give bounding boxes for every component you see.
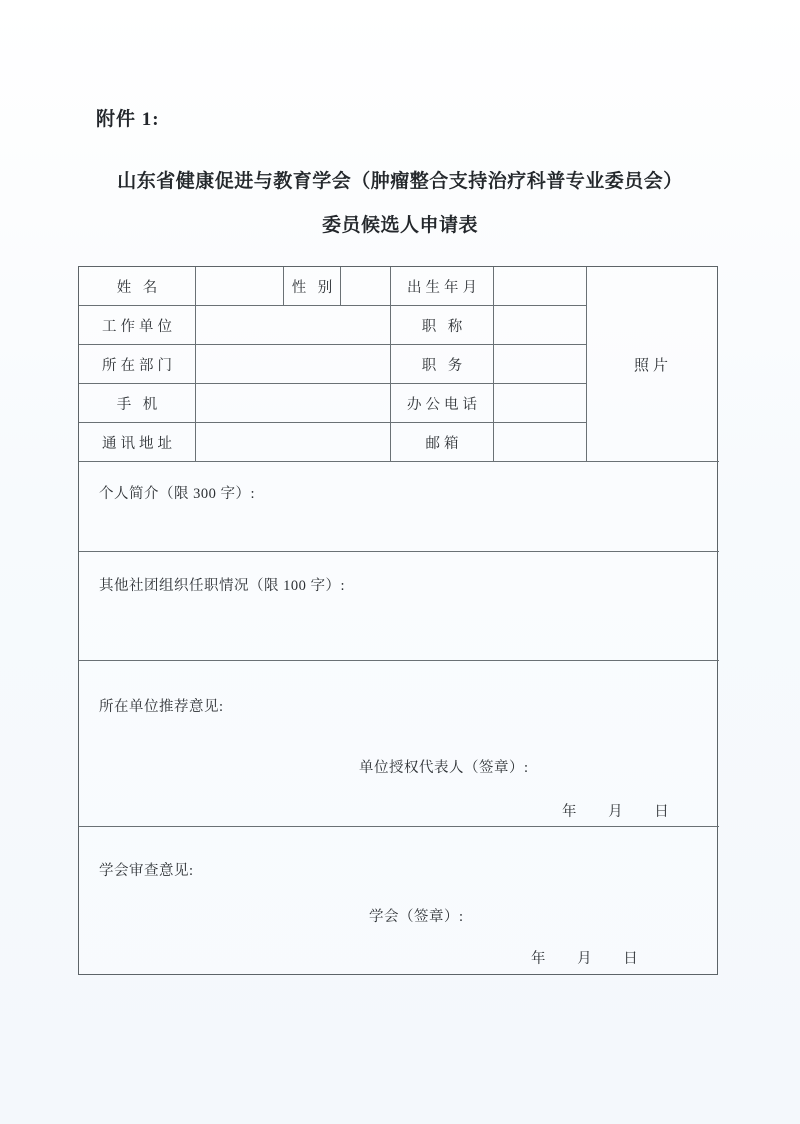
- other-roles-title: 其他社团组织任职情况（限 100 字）:: [99, 578, 346, 594]
- field-value-name[interactable]: [196, 267, 284, 306]
- field-value-email[interactable]: [494, 423, 587, 462]
- photo-cell[interactable]: 照片: [587, 267, 719, 462]
- field-value-address[interactable]: [196, 423, 391, 462]
- field-label-department: 所在部门: [79, 345, 196, 384]
- unit-opinion-date[interactable]: 年 月 日: [562, 804, 683, 820]
- document-title: [0, 168, 800, 240]
- field-label-workplace: 工作单位: [79, 306, 196, 345]
- unit-opinion-signature[interactable]: 单位授权代表人（签章）:: [359, 760, 529, 776]
- field-label-office-phone: 办公电话: [391, 384, 494, 423]
- application-form-table: [78, 266, 718, 975]
- field-value-office-phone[interactable]: [494, 384, 587, 423]
- unit-opinion-block[interactable]: [79, 661, 719, 827]
- field-label-birthdate: 出生年月: [391, 267, 494, 306]
- other-roles-block[interactable]: [79, 552, 719, 661]
- field-label-address: 通讯地址: [79, 423, 196, 462]
- bio-title: 个人简介（限 300 字）:: [99, 486, 256, 502]
- field-label-name: 姓 名: [79, 267, 196, 306]
- unit-opinion-title: 所在单位推荐意见:: [99, 699, 224, 715]
- field-label-gender: 性 别: [284, 267, 341, 306]
- field-value-workplace[interactable]: [196, 306, 391, 345]
- field-label-position: 职 务: [391, 345, 494, 384]
- attachment-label: 附件 1:: [96, 109, 160, 130]
- society-review-date[interactable]: 年 月 日: [531, 951, 652, 967]
- society-review-block[interactable]: [79, 827, 719, 976]
- field-label-mobile: 手 机: [79, 384, 196, 423]
- society-review-signature[interactable]: 学会（签章）:: [369, 909, 464, 925]
- field-label-title: 职 称: [391, 306, 494, 345]
- field-value-position[interactable]: [494, 345, 587, 384]
- field-value-gender[interactable]: [341, 267, 391, 306]
- field-label-email: 邮箱: [391, 423, 494, 462]
- field-value-birthdate[interactable]: [494, 267, 587, 306]
- field-value-department[interactable]: [196, 345, 391, 384]
- field-value-title[interactable]: [494, 306, 587, 345]
- bio-block[interactable]: [79, 462, 719, 552]
- society-review-title: 学会审查意见:: [99, 863, 194, 879]
- title-line-2: 委员候选人申请表: [321, 215, 478, 236]
- field-value-mobile[interactable]: [196, 384, 391, 423]
- title-line-1: 山东省健康促进与教育学会（肿瘤整合支持治疗科普专业委员会）: [117, 171, 683, 192]
